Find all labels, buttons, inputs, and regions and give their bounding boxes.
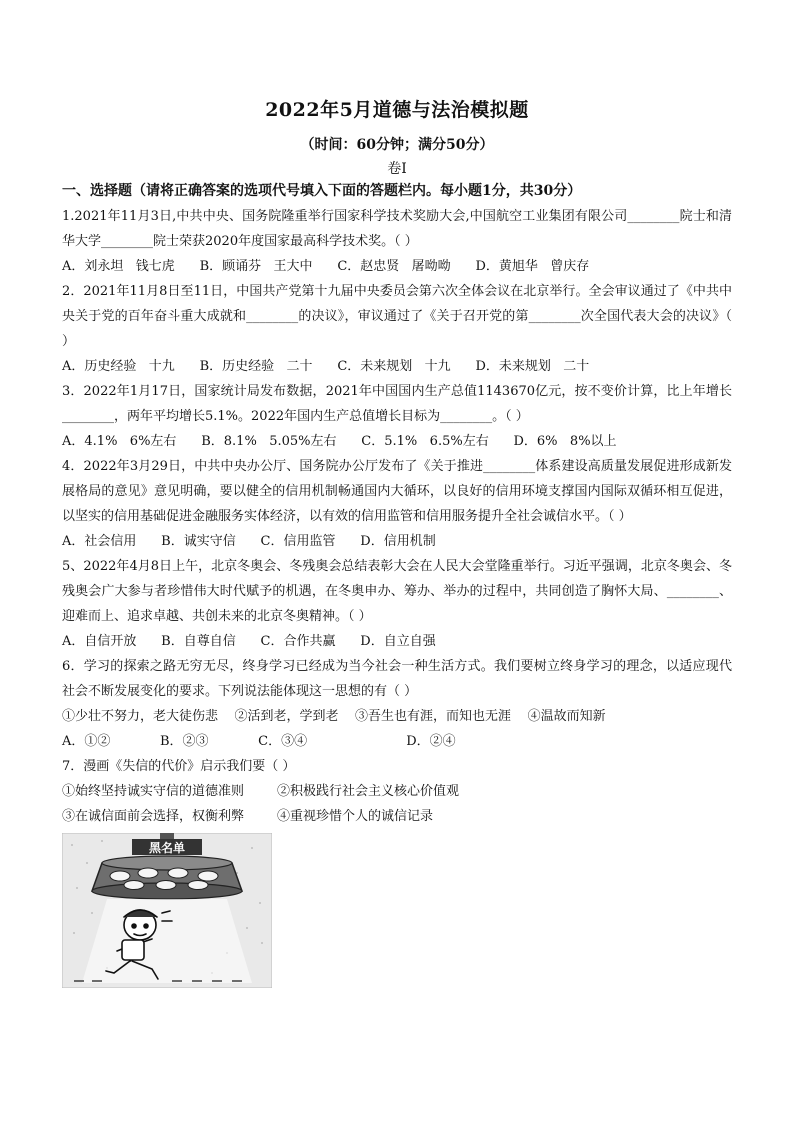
- question-options: A．①② B．②③ C．③④ D．②④: [62, 734, 456, 749]
- question-7: [62, 754, 732, 829]
- question-statements: ①少壮不努力，老大徒伤悲 ②活到老，学到老 ③吾生也有涯，而知也无涯 ④温故而知新: [62, 709, 606, 724]
- question-2: [62, 279, 732, 379]
- cartoon-image: [62, 833, 272, 988]
- question-options: A．自信开放 B．自尊自信 C．合作共赢 D．自立自强: [62, 634, 436, 649]
- question-options: A．历史经验 十九 B．历史经验 二十 C．未来规划 十九 D．未来规划 二十: [62, 359, 590, 374]
- question-text: 6．学习的探索之路无穷无尽，终身学习已经成为当今社会一种生活方式。我们要树立终身学习的理念，以适应现代社会不断发展变化的要求。下列说法能体现这一思想的有（ ）: [62, 659, 732, 699]
- question-text: 3．2022年1月17日，国家统计局发布数据，2021年中国国内生产总值1143670亿元，按不变价计算，比上年增长________，两年平均增长5.1%。2022年国内生产总值增长目标为________。（ ）: [62, 384, 732, 424]
- question-text: 7．漫画《失信的代价》启示我们要（ ）: [62, 759, 296, 774]
- exam-content: [62, 95, 732, 988]
- question-text: 5、2022年4月8日上午，北京冬奥会、冬残奥会总结表彰大会在人民大会堂隆重举行。习近平强调，北京冬奥会、冬残奥会广大参与者珍惜伟大时代赋予的机遇，在冬奥申办、筹办、举办的过程中，共同创造了胸怀大局、________、迎难而上、追求卓越、共创未来的北京冬奥精神。（ ）: [62, 559, 732, 624]
- question-text: 1.2021年11月3日,中共中央、国务院隆重举行国家科学技术奖励大会,中国航空工业集团有限公司________院士和清华大学________院士荣获2020年度国家最高科学技术奖。（ ）: [62, 209, 732, 249]
- question-6: [62, 654, 732, 754]
- question-1: [62, 204, 732, 279]
- blacklist-cartoon: [62, 833, 272, 988]
- page-title: 2022年5月道德与法治模拟题: [265, 99, 529, 121]
- volume-label: 卷Ⅰ: [387, 161, 407, 177]
- section-heading: 一、选择题（请将正确答案的选项代号填入下面的答题栏内。每小题1分，共30分）: [62, 183, 582, 199]
- exam-subtitle: （时间：60分钟；满分50分）: [300, 137, 494, 153]
- question-5: [62, 554, 732, 654]
- question-options: A．社会信用 B．诚实守信 C．信用监管 D．信用机制: [62, 534, 436, 549]
- question-text: 2．2021年11月8日至11日，中国共产党第十九届中央委员会第六次全体会议在北京举行。全会审议通过了《中共中央关于党的百年奋斗重大成就和________的决议》，审议通过了《关于召开党的第________次全国代表大会的决议》（ ）: [62, 284, 732, 349]
- question-statements: ①始终坚持诚实守信的道德准则 ②积极践行社会主义核心价值观 ③在诚信面前会选择，权衡利弊 ④重视珍惜个人的诚信记录: [62, 784, 460, 824]
- question-3: [62, 379, 732, 454]
- cartoon-sign-text: 黑名单: [148, 841, 186, 855]
- question-4: [62, 454, 732, 554]
- question-options: A．刘永坦 钱七虎 B．顾诵芬 王大中 C．赵忠贤 屠呦呦 D．黄旭华 曾庆存: [62, 259, 590, 274]
- question-options: A．4.1% 6%左右 B．8.1% 5.05%左右 C．5.1% 6.5%左右 D．6% 8%以上: [62, 434, 617, 449]
- question-text: 4．2022年3月29日，中共中央办公厅、国务院办公厅发布了《关于推进________体系建设高质量发展促进形成新发展格局的意见》意见明确，要以健全的信用机制畅通国内大循环，以良好的信用环境支撑国内国际双循环相互促进，以坚实的信用基础促进金融服务实体经济，以有效的信用监管和信用服务提升全社会诚信水平。（ ）: [62, 459, 732, 524]
